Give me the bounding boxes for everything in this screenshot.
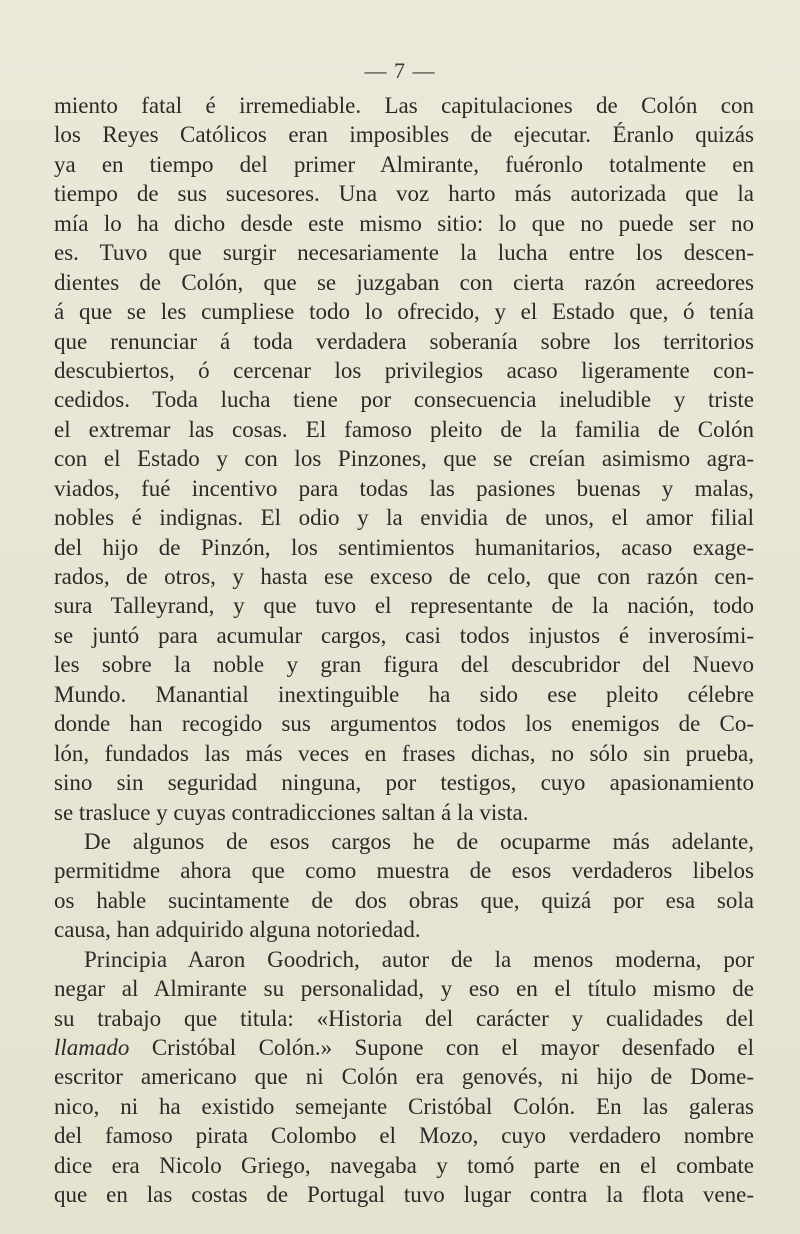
- text-line: tiempo de sus sucesores. Una voz harto más autorizada que la: [54, 181, 754, 207]
- line-remainder: Cristóbal Colón.» Supone con el mayor desenfado el: [151, 1035, 754, 1060]
- text-line: permitidme ahora que como muestra de esos verdaderos libelos: [54, 858, 754, 884]
- text-line: Mundo. Manantial inextinguible ha sido ese pleito célebre: [54, 681, 754, 707]
- paragraph-start-line: De algunos de esos cargos he de ocuparme más adelante,: [84, 828, 754, 854]
- text-line: dientes de Colón, que se juzgaban con cierta razón acreedores: [54, 269, 754, 295]
- paragraph-end-line: causa, han adquirido alguna notoriedad.: [54, 917, 421, 943]
- text-line: donde han recogido sus argumentos todos los enemigos de Co-: [54, 711, 754, 737]
- text-line: rados, de otros, y hasta ese exceso de celo, que con razón cen-: [54, 564, 754, 589]
- body-text: [54, 91, 754, 1210]
- text-line: negar al Almirante su personalidad, y eso en el título mismo de: [54, 976, 754, 1002]
- text-line-with-italic: [54, 1033, 754, 1062]
- text-line: les sobre la noble y gran figura del descubridor del Nuevo: [54, 652, 754, 678]
- text-line: los Reyes Católicos eran imposibles de ejecutar. Éranlo quizás: [54, 122, 754, 148]
- text-line: descubiertos, ó cercenar los privilegios acaso ligeramente con-: [54, 357, 754, 383]
- text-line: del hijo de Pinzón, los sentimientos humanitarios, acaso exage-: [54, 534, 754, 560]
- text-line: escritor americano que ni Colón era genovés, ni hijo de Dome-: [54, 1064, 754, 1090]
- paragraph-start-line: Principia Aaron Goodrich, autor de la menos moderna, por: [84, 946, 754, 972]
- text-line: mía lo ha dicho desde este mismo sitio: lo que no puede ser no: [54, 210, 754, 236]
- text-line: ya en tiempo del primer Almirante, fuéronlo totalmente en: [54, 151, 754, 177]
- text-line: con el Estado y con los Pinzones, que se creían asimismo agra-: [54, 446, 754, 472]
- page-number: — 7 —: [364, 58, 436, 83]
- text-line: que en las costas de Portugal tuvo lugar contra la flota vene-: [54, 1182, 754, 1208]
- text-line: os hable sucintamente de dos obras que, quizá por esa sola: [54, 887, 754, 913]
- text-line: viados, fué incentivo para todas las pasiones buenas y malas,: [54, 475, 754, 501]
- text-line: que renunciar á toda verdadera soberanía sobre los territorios: [54, 328, 754, 354]
- paragraph-end-line: se trasluce y cuyas contradicciones saltan á la vista.: [54, 799, 529, 825]
- text-line: miento fatal é irremediable. Las capitulaciones de Colón con: [54, 93, 754, 118]
- text-line: cedidos. Toda lucha tiene por consecuencia ineludible y triste: [54, 387, 754, 413]
- text-line: nobles é indignas. El odio y la envidia de unos, el amor filial: [54, 505, 754, 531]
- text-line: dice era Nicolo Griego, navegaba y tomó parte en el combate: [54, 1152, 754, 1178]
- text-line: su trabajo que titula: «Historia del carácter y cualidades del: [54, 1005, 754, 1031]
- text-line: se juntó para acumular cargos, casi todos injustos é inverosími-: [54, 622, 754, 648]
- text-line: nico, ni ha existido semejante Cristóbal Colón. En las galeras: [54, 1093, 754, 1119]
- text-line: sura Talleyrand, y que tuvo el representante de la nación, todo: [54, 593, 754, 619]
- text-line: el extremar las cosas. El famoso pleito de la familia de Colón: [54, 416, 754, 442]
- text-line: del famoso pirata Colombo el Mozo, cuyo verdadero nombre: [54, 1123, 754, 1149]
- text-line: sino sin seguridad ninguna, por testigos, cuyo apasionamiento: [54, 770, 754, 796]
- text-line: lón, fundados las más veces en frases dichas, no sólo sin prueba,: [54, 740, 754, 766]
- text-line: es. Tuvo que surgir necesariamente la lucha entre los descen-: [54, 240, 754, 266]
- text-line: á que se les cumpliese todo lo ofrecido, y el Estado que, ó tenía: [54, 299, 754, 325]
- italic-word: llamado: [54, 1035, 130, 1060]
